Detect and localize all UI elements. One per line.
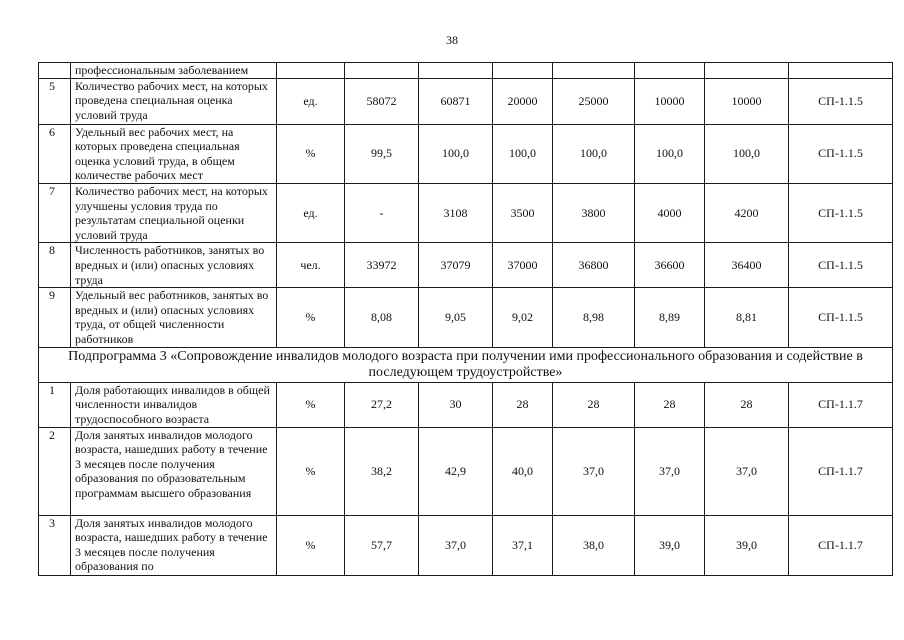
unit-cell: %	[277, 427, 345, 515]
unit-cell: чел.	[277, 243, 345, 288]
value-cell: 99,5	[345, 124, 419, 183]
value-cell: 8,81	[705, 288, 789, 347]
indicator-name-cell: Удельный вес работников, занятых во вредных и (или) опасных условиях труда, от общей численности работников	[71, 288, 277, 347]
table-row	[39, 515, 893, 575]
row-number-cell: 5	[39, 78, 71, 124]
value-cell: 8,08	[345, 288, 419, 347]
row-number-cell: 6	[39, 124, 71, 183]
value-cell: 4200	[705, 183, 789, 242]
row-number-cell: 7	[39, 183, 71, 242]
value-cell: 38,0	[553, 515, 635, 575]
value-cell: 25000	[553, 78, 635, 124]
unit-cell: ед.	[277, 183, 345, 242]
reference-cell: СП-1.1.5	[789, 183, 893, 242]
reference-cell: СП-1.1.7	[789, 427, 893, 515]
unit-cell: %	[277, 124, 345, 183]
value-cell: 3800	[553, 183, 635, 242]
value-cell: 60871	[419, 78, 493, 124]
value-cell: 36400	[705, 243, 789, 288]
reference-cell: СП-1.1.5	[789, 288, 893, 347]
value-cell: 37079	[419, 243, 493, 288]
value-cell: 10000	[635, 78, 705, 124]
value-cell: 36600	[635, 243, 705, 288]
value-cell: 39,0	[705, 515, 789, 575]
indicator-name-cell: Численность работников, занятых во вредных и (или) опасных условиях труда	[71, 243, 277, 288]
value-cell: 4000	[635, 183, 705, 242]
value-cell: 8,98	[553, 288, 635, 347]
value-cell: 58072	[345, 78, 419, 124]
table-row	[39, 124, 893, 183]
value-cell: 28	[705, 382, 789, 427]
table-row	[39, 382, 893, 427]
value-cell: 39,0	[635, 515, 705, 575]
table-row-continuation	[39, 63, 893, 79]
value-cell: 37,0	[635, 427, 705, 515]
empty-cell	[345, 63, 419, 79]
value-cell: 3108	[419, 183, 493, 242]
reference-cell: СП-1.1.5	[789, 124, 893, 183]
value-cell: 37,0	[553, 427, 635, 515]
indicator-name-cell: Доля работающих инвалидов в общей численности инвалидов трудоспособного возраста	[71, 382, 277, 427]
table-row	[39, 427, 893, 515]
value-cell: 57,7	[345, 515, 419, 575]
unit-cell: ед.	[277, 78, 345, 124]
value-cell: 36800	[553, 243, 635, 288]
value-cell: 28	[553, 382, 635, 427]
indicator-name-cell: Доля занятых инвалидов молодого возраста, нашедших работу в течение 3 месяцев после получения образования по образовательным программам высшего образования	[71, 427, 277, 515]
value-cell: 100,0	[635, 124, 705, 183]
value-cell: 20000	[493, 78, 553, 124]
value-cell: 27,2	[345, 382, 419, 427]
value-cell: 37000	[493, 243, 553, 288]
value-cell: 3500	[493, 183, 553, 242]
value-cell: 33972	[345, 243, 419, 288]
reference-cell: СП-1.1.5	[789, 78, 893, 124]
table-row	[39, 288, 893, 347]
page-number: 38	[446, 33, 458, 47]
empty-cell	[635, 63, 705, 79]
value-cell: 37,0	[705, 427, 789, 515]
subprogram-title: Подпрограмма 3 «Сопровождение инвалидов молодого возраста при получении ими профессионального образования и содействие в последующем трудоустройстве»	[39, 347, 893, 382]
row-number-cell: 2	[39, 427, 71, 515]
indicator-name-cell: Удельный вес рабочих мест, на которых проведена специальная оценка условий труда, в общем количестве рабочих мест	[71, 124, 277, 183]
value-cell: 30	[419, 382, 493, 427]
unit-cell: %	[277, 515, 345, 575]
value-cell: 37,1	[493, 515, 553, 575]
table-row	[39, 183, 893, 242]
reference-cell: СП-1.1.7	[789, 382, 893, 427]
value-cell: 40,0	[493, 427, 553, 515]
empty-cell	[553, 63, 635, 79]
row-number-cell: 9	[39, 288, 71, 347]
value-cell: 100,0	[493, 124, 553, 183]
value-cell: 8,89	[635, 288, 705, 347]
value-cell: -	[345, 183, 419, 242]
value-cell: 42,9	[419, 427, 493, 515]
empty-cell	[419, 63, 493, 79]
value-cell: 10000	[705, 78, 789, 124]
table-body	[39, 63, 893, 576]
value-cell: 100,0	[705, 124, 789, 183]
value-cell: 37,0	[419, 515, 493, 575]
empty-cell	[705, 63, 789, 79]
indicator-name-cell: Количество рабочих мест, на которых улучшены условия труда по результатам специальной оценки условий труда	[71, 183, 277, 242]
empty-cell	[493, 63, 553, 79]
table-row	[39, 243, 893, 288]
reference-cell: СП-1.1.5	[789, 243, 893, 288]
value-cell: 9,02	[493, 288, 553, 347]
row-number-cell	[39, 63, 71, 79]
empty-cell	[789, 63, 893, 79]
row-number-cell: 3	[39, 515, 71, 575]
value-cell: 9,05	[419, 288, 493, 347]
table-row	[39, 78, 893, 124]
indicators-table	[38, 62, 893, 576]
empty-cell	[277, 63, 345, 79]
reference-cell: СП-1.1.7	[789, 515, 893, 575]
unit-cell: %	[277, 382, 345, 427]
unit-cell: %	[277, 288, 345, 347]
subprogram-heading-row	[39, 347, 893, 382]
indicator-name-cell: Количество рабочих мест, на которых проведена специальная оценка условий труда	[71, 78, 277, 124]
row-number-cell: 1	[39, 382, 71, 427]
indicator-name-cell: профессиональным заболеванием	[71, 63, 277, 79]
value-cell: 28	[493, 382, 553, 427]
indicator-name-cell: Доля занятых инвалидов молодого возраста, нашедших работу в течение 3 месяцев после получения образования по	[71, 515, 277, 575]
value-cell: 38,2	[345, 427, 419, 515]
value-cell: 28	[635, 382, 705, 427]
value-cell: 100,0	[419, 124, 493, 183]
value-cell: 100,0	[553, 124, 635, 183]
row-number-cell: 8	[39, 243, 71, 288]
